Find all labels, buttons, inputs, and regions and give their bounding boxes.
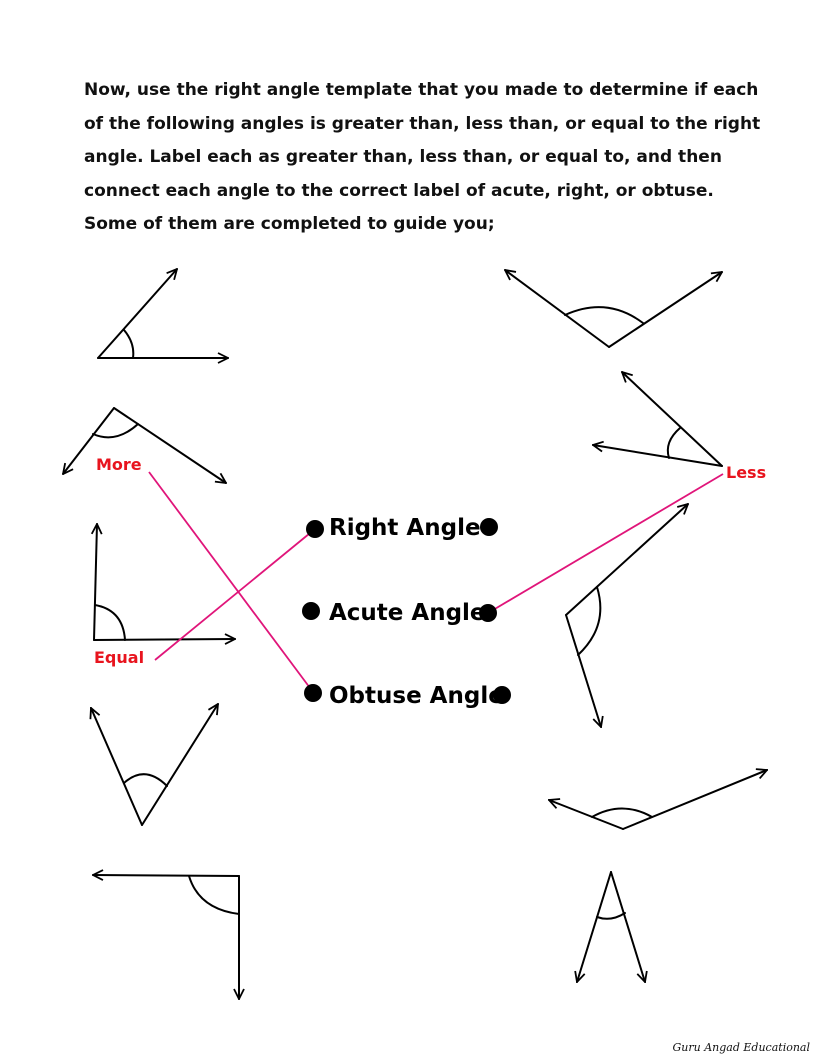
category-obtuse-angle: Obtuse Angle bbox=[329, 683, 504, 709]
footer-credit: Guru Angad Educational bbox=[672, 1041, 810, 1054]
connector-equal-to-right bbox=[155, 529, 315, 660]
connector-more-to-obtuse bbox=[149, 472, 313, 692]
angle-acute-3[interactable] bbox=[593, 372, 722, 466]
instruction-line: angle. Label each as greater than, less than, or equal to, and then bbox=[84, 147, 722, 167]
bullet-acute-left[interactable] bbox=[302, 602, 320, 620]
bullet-right-right[interactable] bbox=[480, 518, 498, 536]
angle-obtuse-3[interactable] bbox=[566, 504, 688, 727]
category-acute-angle: Acute Angle bbox=[329, 600, 486, 626]
angle-obtuse-1[interactable] bbox=[63, 408, 226, 483]
angle-acute-1[interactable] bbox=[98, 269, 228, 358]
bullet-right-left[interactable] bbox=[306, 520, 324, 538]
angle-obtuse-4[interactable] bbox=[549, 770, 767, 829]
answer-label-more: More bbox=[96, 455, 142, 474]
instruction-line: Some of them are completed to guide you; bbox=[84, 214, 495, 234]
angle-obtuse-2[interactable] bbox=[505, 270, 722, 347]
bullet-obtuse-left[interactable] bbox=[304, 684, 322, 702]
category-right-angle: Right Angle bbox=[329, 515, 481, 541]
instruction-line: of the following angles is greater than, less than, or equal to the right bbox=[84, 113, 761, 134]
instruction-line: connect each angle to the correct label of acute, right, or obtuse. bbox=[84, 180, 714, 201]
answer-label-less: Less bbox=[726, 463, 767, 482]
angle-right-1[interactable] bbox=[94, 524, 235, 640]
angle-acute-4[interactable] bbox=[577, 872, 645, 982]
connector-less-to-acute bbox=[488, 474, 723, 613]
angle-right-2[interactable] bbox=[93, 875, 239, 999]
instruction-line: Now, use the right angle template that you made to determine if each bbox=[84, 80, 759, 100]
angle-acute-2[interactable] bbox=[91, 704, 218, 825]
answer-label-equal: Equal bbox=[94, 648, 145, 667]
